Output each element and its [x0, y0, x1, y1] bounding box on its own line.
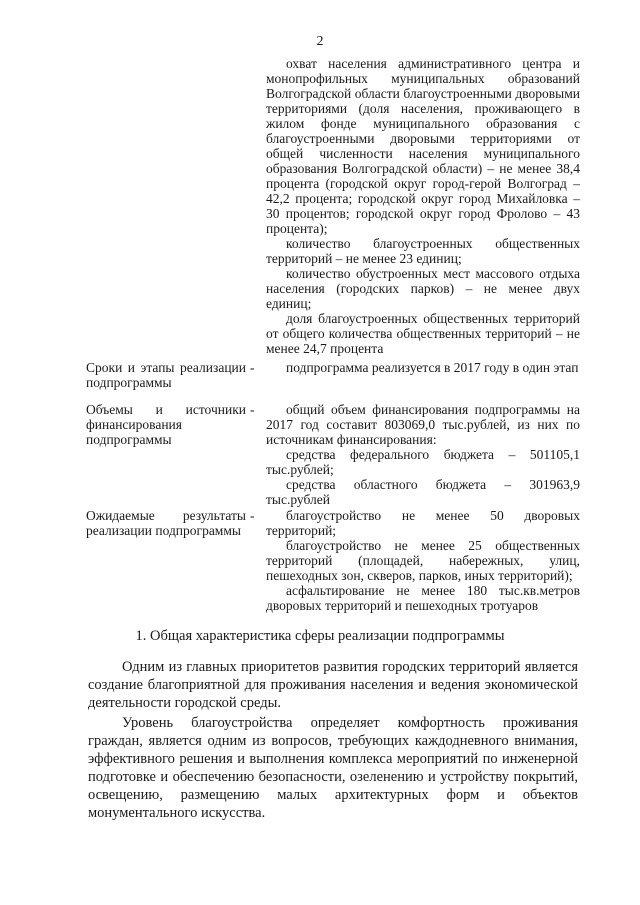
passport-paragraph: средства федерального бюджета – 501105,1 тыс.рублей;: [266, 447, 580, 477]
passport-paragraph: доля благоустроенных общественных территорий от общего количества общественных территорий – не менее 24,7 процента: [266, 311, 580, 356]
passport-paragraph: количество благоустроенных общественных территорий – не менее 23 единиц;: [266, 236, 580, 266]
passport-paragraph: благоустройство не менее 50 дворовых территорий;: [266, 508, 580, 538]
passport-paragraph: средства областного бюджета – 301963,9 тыс.рублей: [266, 477, 580, 507]
passport-row-label: Ожидаемые результаты реализации подпрограммы: [86, 508, 246, 538]
body-text: [88, 714, 578, 822]
passport-row-dash: -: [250, 508, 255, 523]
body-text: [88, 658, 578, 712]
passport-row-value: [266, 508, 580, 613]
passport-row-value: [266, 360, 580, 375]
passport-paragraph: общий объем финансирования подпрограммы на 2017 год составит 803069,0 тыс.рублей, из них по источникам финансирования:: [266, 402, 580, 447]
passport-row-dash: -: [250, 360, 255, 375]
passport-paragraph: благоустройство не менее 25 общественных территорий (площадей, набережных, улиц, пешеходных зон, скверов, парков, иных территорий);: [266, 538, 580, 583]
body-paragraph: Одним из главных приоритетов развития городских территорий является создание благоприятной для проживания населения и ведения экономической деятельности городской среды.: [88, 659, 578, 711]
passport-paragraph: количество обустроенных мест массового отдыха населения (городских парков) – не менее двух единиц;: [266, 266, 580, 311]
page-number: 2: [316, 34, 324, 49]
body-paragraph: Уровень благоустройства определяет комфортность проживания граждан, является одним из вопросов, требующих каждодневного внимания, эффективного решения и выполнения комплекса мероприятий по инженерной подготовке и обеспечению безопасности, озеленению и устройству покрытий, освещению, размещению малых архитектурных форм и объектов монументального искусства.: [88, 715, 578, 821]
passport-row-label: Сроки и этапы реализации подпрограммы: [86, 360, 246, 390]
passport-row-value: [266, 402, 580, 507]
section-heading: 1. Общая характеристика сферы реализации подпрограммы: [135, 628, 505, 644]
passport-paragraph: охват населения административного центра и монопрофильных муниципальных образований Волгоградской области благоустроенными дворовыми территориями (доля населения, проживающего в жилом фонде муниципального образования с благоустроенными дворовыми территориями от общей численности населения муниципального образования Волгоградской области) – не менее 38,4 процента (городской округ город-герой Волгоград – 42,2 процента; городской округ город Михайловка – 30 процентов; городской округ город Фролово – 43 процента);: [266, 56, 580, 236]
passport-row-label: Объемы и источники финансирования подпрограммы: [86, 402, 246, 447]
passport-row-dash: -: [250, 402, 255, 417]
passport-paragraph: подпрограмма реализуется в 2017 году в один этап: [286, 360, 579, 375]
passport-paragraph: асфальтирование не менее 180 тыс.кв.метров дворовых территорий и пешеходных тротуаров: [266, 583, 580, 613]
passport-row-value: [266, 56, 580, 356]
